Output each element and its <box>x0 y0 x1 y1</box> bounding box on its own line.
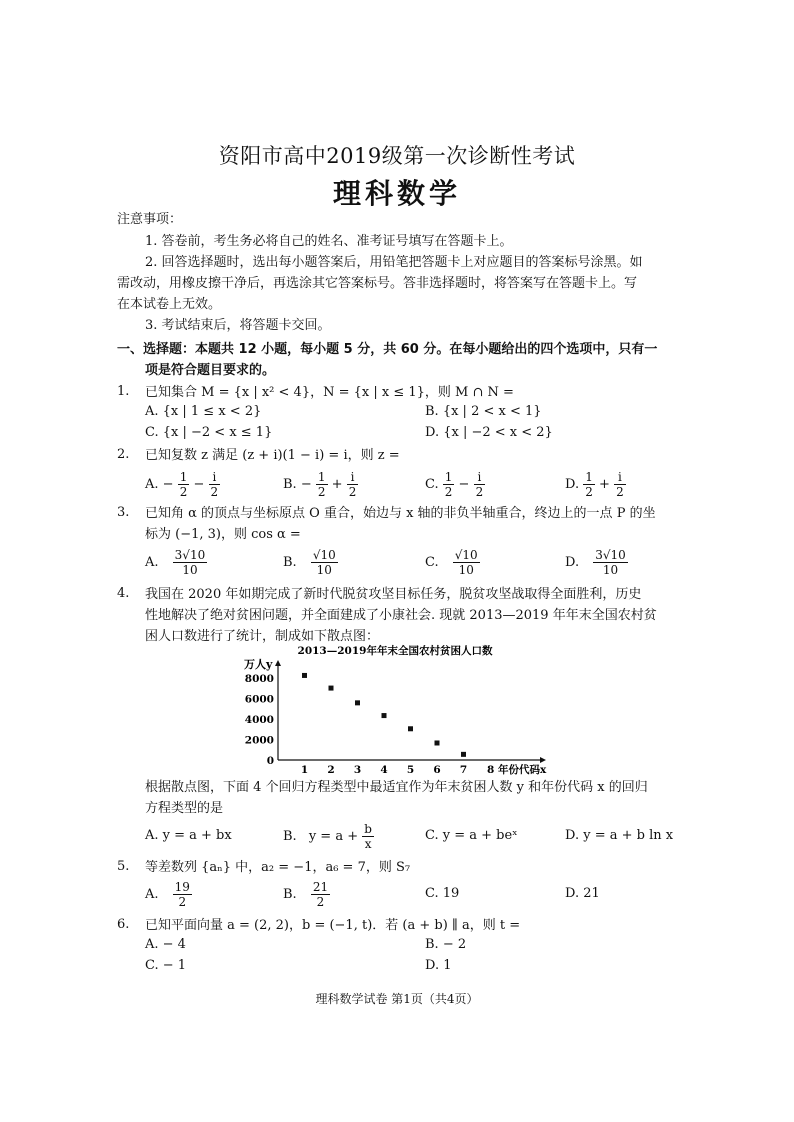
chart-data-point <box>382 713 387 718</box>
chart-y-tick-label: 2000 <box>244 734 274 747</box>
subject-title: 理科数学 <box>332 177 461 210</box>
chart-title: 2013—2019年年末全国农村贫困人口数 <box>297 645 493 657</box>
q5-option-d: D. 21 <box>565 886 600 901</box>
q2-b-den1: 2 <box>317 485 326 499</box>
q3-number: 3. <box>117 505 130 520</box>
notice-item-2-cont: 需改动，用橡皮擦干净后，再选涂其它答案标号。答非选择题时，将答案写在答题卡上。写 <box>117 276 638 291</box>
q5-a-num: 19 <box>174 880 190 894</box>
q2-stem: 已知复数 z 满足 (z + i)(1 − i) = i，则 z = <box>145 448 400 463</box>
q4-after-line1: 根据散点图，下面 4 个回归方程类型中最适宜作为年末贫困人数 y 和年份代码 x 的回归 <box>145 780 648 795</box>
q4-number: 4. <box>117 586 130 601</box>
q2-a-num1: 1 <box>179 470 188 484</box>
section-heading-cont: 项是符合题目要求的。 <box>145 363 276 378</box>
q5-option-a <box>145 880 192 909</box>
q2-number: 2. <box>117 447 130 462</box>
q5-option-c: C. 19 <box>425 886 460 901</box>
chart-y-tick-label: 4000 <box>244 714 274 726</box>
q2-a-label: A. <box>145 477 159 492</box>
q3-a-label: A. <box>145 555 159 570</box>
q4-option-b <box>283 822 374 851</box>
q2-c-op: − <box>458 477 470 492</box>
q3-b-num: √10 <box>312 548 336 562</box>
q5-a-den: 2 <box>178 895 187 909</box>
q5-option-b <box>283 880 330 909</box>
q4-b-label: B. <box>283 829 297 844</box>
q4-b-num: b <box>364 822 372 836</box>
q3-d-label: D. <box>565 555 580 570</box>
q2-option-c <box>425 470 485 499</box>
chart-x-tick-label: 3 <box>353 764 362 776</box>
q2-option-a <box>145 470 220 499</box>
q2-d-num1: 1 <box>585 470 593 484</box>
q1-option-c: C. {x | −2 < x ≤ 1} <box>145 425 273 440</box>
q2-a-den1: 2 <box>179 485 188 499</box>
q2-b-label: B. <box>283 477 297 492</box>
q2-d-den1: 2 <box>585 485 593 499</box>
q1-option-d: D. {x | −2 < x < 2} <box>425 425 553 440</box>
q4-stem-line2: 性地解决了绝对贫困问题，并全面建成了小康社会. 现就 2013—2019 年年末全国农村贫 <box>145 608 657 623</box>
notice-item-2-end: 在本试卷上无效。 <box>117 297 222 312</box>
q4-option-c: C. y = a + beˣ <box>425 828 518 843</box>
q4-option-a: A. y = a + bx <box>145 828 232 843</box>
chart-x-tick-label: 5 <box>406 764 415 776</box>
q1-option-a: A. {x | 1 ≤ x < 2} <box>145 404 262 419</box>
q1-number: 1. <box>117 384 130 399</box>
q1-option-b: B. {x | 2 < x < 1} <box>425 404 542 419</box>
q2-a-num2: i <box>209 470 221 485</box>
chart-y-tick-label: 8000 <box>244 673 274 685</box>
q4-b-den: x <box>364 837 372 851</box>
q3-option-d <box>565 548 628 577</box>
q3-stem-line1: 已知角 α 的顶点与坐标原点 O 重合，始边与 x 轴的非负半轴重合，终边上的一点 P 的坐 <box>145 506 656 521</box>
chart-y-axis-label: 万人y <box>244 658 273 671</box>
notice-item-3: 3. 考试结束后，将答题卡交回。 <box>145 318 331 333</box>
q2-d-num2: i <box>614 470 626 485</box>
q4-stem-line3: 困人口数进行了统计，制成如下散点图： <box>145 629 380 644</box>
q6-stem: 已知平面向量 a = (2, 2)，b = (−1, t)．若 (a + b) ∥ a，则 t = <box>145 918 521 933</box>
q4-option-d: D. y = a + b ln x <box>565 828 674 843</box>
chart-x-axis-arrow <box>540 757 546 763</box>
q3-a-den: 10 <box>182 563 198 577</box>
q2-a-op: − <box>193 477 205 492</box>
q2-d-label: D. <box>565 477 580 492</box>
q2-a-sign: − <box>162 477 174 492</box>
q5-b-label: B. <box>283 887 297 902</box>
q3-d-num: 3√10 <box>595 548 626 562</box>
q2-c-num1: 1 <box>444 470 453 484</box>
q2-c-label: C. <box>425 477 439 492</box>
q4-b-expr: y = a + <box>308 829 359 844</box>
q1-stem: 已知集合 M = {x | x² < 4}，N = {x | x ≤ 1}，则 M ∩ N = <box>145 385 514 400</box>
q3-c-num: √10 <box>454 548 478 562</box>
q3-option-b <box>283 548 338 577</box>
chart-y-tick-label: 6000 <box>244 693 274 706</box>
q6-number: 6. <box>117 917 130 932</box>
q6-option-c: C. − 1 <box>145 958 187 973</box>
q4-stem-line1: 我国在 2020 年如期完成了新时代脱贫攻坚目标任务，脱贫攻坚战取得全面胜利，历史 <box>145 587 642 602</box>
q2-b-num2: i <box>347 470 359 485</box>
chart-data-point <box>329 686 334 691</box>
q2-a-den2: 2 <box>210 485 219 499</box>
chart-y-axis-arrow <box>275 660 281 666</box>
q2-d-op: + <box>599 477 610 492</box>
q5-number: 5. <box>117 859 130 874</box>
q2-option-b <box>283 470 358 499</box>
poverty-scatter-chart <box>240 640 550 780</box>
chart-data-point <box>355 700 360 705</box>
chart-origin-label: 0 <box>266 755 274 767</box>
chart-x-tick-label: 4 <box>380 764 388 776</box>
q3-d-den: 10 <box>602 563 619 577</box>
chart-x-tick-label: 2 <box>327 764 335 776</box>
q2-c-den2: 2 <box>475 485 484 499</box>
q5-stem: 等差数列 {aₙ} 中，a₂ = −1，a₆ = 7，则 S₇ <box>145 860 411 875</box>
q6-option-a: A. − 4 <box>145 937 186 952</box>
q2-b-sign: − <box>300 477 312 492</box>
q2-b-den2: 2 <box>348 485 357 499</box>
q3-c-den: 10 <box>458 563 474 577</box>
q4-after-line2: 方程类型的是 <box>145 801 224 816</box>
q3-b-label: B. <box>283 555 297 570</box>
chart-x-axis-label: 8 年份代码x <box>487 764 547 776</box>
q3-option-a <box>145 548 207 577</box>
q3-b-den: 10 <box>316 563 332 577</box>
q5-a-label: A. <box>145 887 159 902</box>
q2-d-den2: 2 <box>616 485 624 499</box>
q3-c-label: C. <box>425 555 439 570</box>
chart-x-tick-label: 7 <box>459 764 468 776</box>
q3-a-num: 3√10 <box>174 548 206 562</box>
q6-option-b: B. − 2 <box>425 937 467 952</box>
q2-c-num2: i <box>474 470 486 485</box>
chart-data-point <box>435 740 440 745</box>
q2-option-d <box>565 470 626 499</box>
q3-option-c <box>425 548 480 577</box>
section-heading: 一、选择题：本题共 12 小题，每小题 5 分，共 60 分。在每小题给出的四个选项中，只有一 <box>117 342 658 357</box>
q5-b-num: 21 <box>312 880 329 894</box>
q5-b-den: 2 <box>316 895 325 909</box>
chart-data-point <box>302 673 307 678</box>
q2-b-op: + <box>331 477 343 492</box>
chart-x-tick-label: 6 <box>433 764 441 776</box>
page-footer: 理科数学试卷 第1页（共4页） <box>315 992 479 1006</box>
exam-title: 资阳市高中2019级第一次诊断性考试 <box>218 144 576 168</box>
chart-x-tick-label: 1 <box>300 764 309 776</box>
q6-option-d: D. 1 <box>425 958 452 973</box>
q3-stem-line2: 标为 (−1, 3)，则 cos α = <box>145 527 301 542</box>
chart-data-point <box>461 752 466 757</box>
notice-heading: 注意事项： <box>117 212 183 227</box>
chart-data-point <box>408 726 413 731</box>
notice-item-2: 2. 回答选择题时，选出每小题答案后，用铅笔把答题卡上对应题目的答案标号涂黑。如 <box>145 255 643 270</box>
notice-item-1: 1. 答卷前，考生务必将自己的姓名、准考证号填写在答题卡上。 <box>145 234 513 249</box>
q2-b-num1: 1 <box>317 470 326 484</box>
q2-c-den1: 2 <box>444 485 453 499</box>
